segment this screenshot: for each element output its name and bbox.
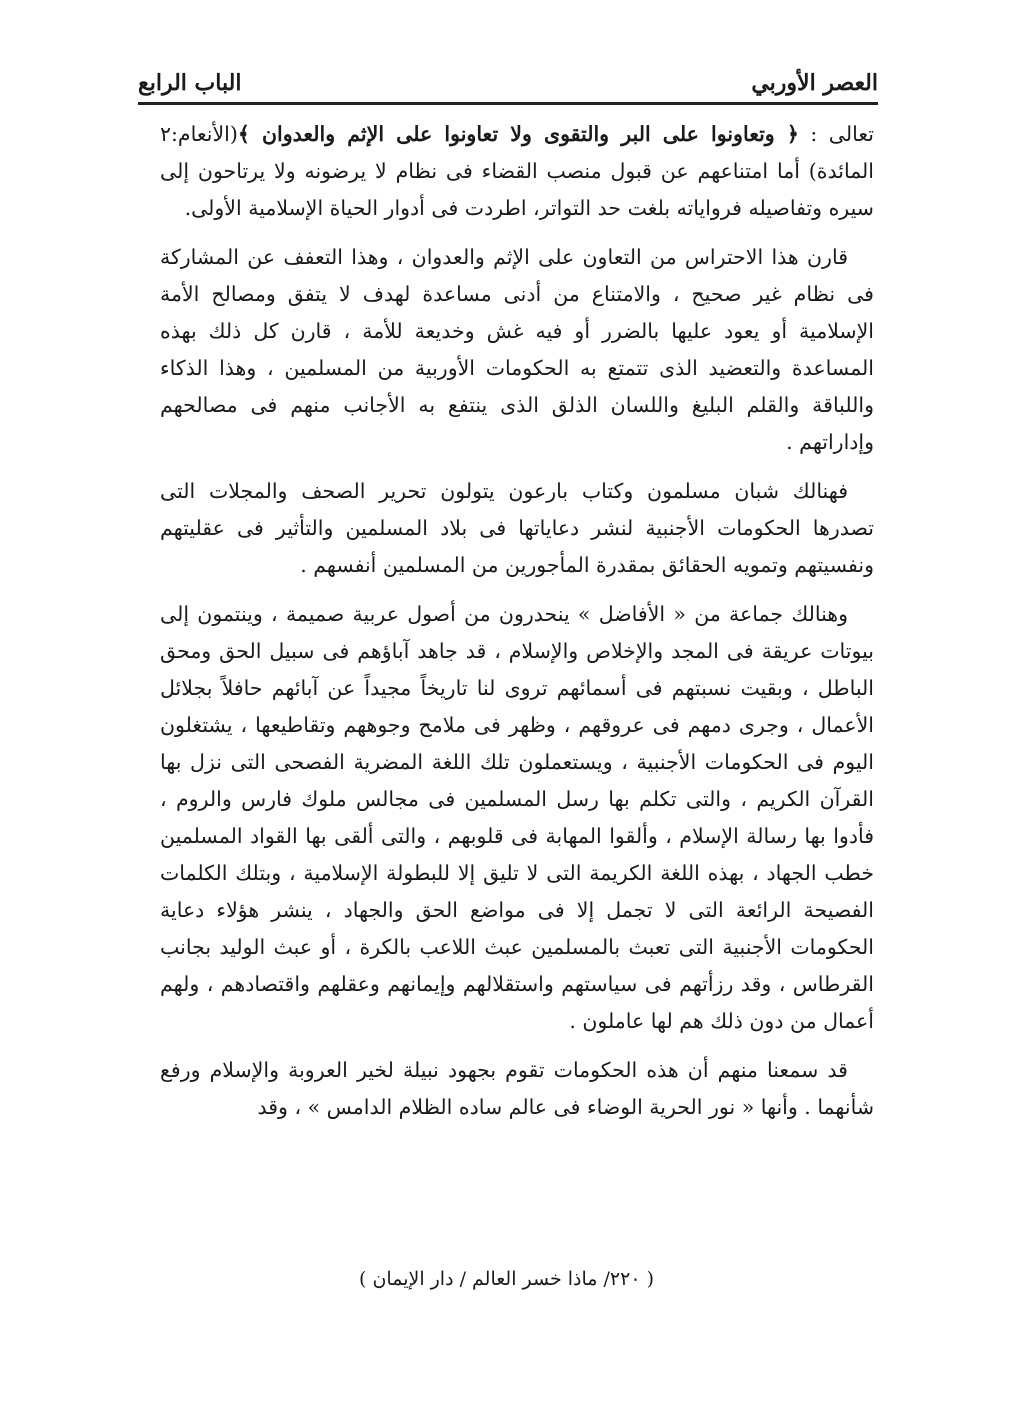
paragraph-5: قد سمعنا منهم أن هذه الحكومات تقوم بجهود نبيلة لخير العروبة والإسلام ورفع شأنهما . وأنها « نور الحرية الوضاء فى عالم ساده الظلام الدامس » ، وقد <box>160 1058 874 1119</box>
header-chapter: الباب الرابع <box>138 70 242 96</box>
paragraph-1-intro: تعالى : <box>798 122 874 146</box>
paragraph-3: فهنالك شبان مسلمون وكتاب بارعون يتولون تحرير الصحف والمجلات التى تصدرها الحكومات الأجنبية لنشر دعاياتها فى بلاد المسلمين والتأثير فى عقليتهم ونفسيتهم وتمويه الحقائق بمقدرة المأجورين من المسلمين أنفسهم . <box>160 479 874 577</box>
page-body <box>160 116 874 1138</box>
paragraph-1 <box>160 116 874 227</box>
page-footer: ( ٢٢٠/ ماذا خسر العالم / دار الإيمان ) <box>359 1268 654 1290</box>
header-book-section: العصر الأوربي <box>751 70 878 96</box>
quran-verse: ﴿ وتعاونوا على البر والتقوى ولا تعاونوا على الإثم والعدوان ﴾ <box>237 122 799 146</box>
paragraph-1-rest: (الأنعام:٢ المائدة) أما امتناعهم عن قبول منصب القضاء فى نظام لا يرضونه ولا يرتاحون إلى سيره وتفاصيله فرواياته بلغت حد التواتر، اطردت فى أدوار الحياة الإسلامية الأولى. <box>160 122 874 220</box>
running-header <box>138 62 878 96</box>
paragraph-4: وهنالك جماعة من « الأفاضل » ينحدرون من أصول عربية صميمة ، وينتمون إلى بيوتات عريقة فى المجد والإخلاص والإسلام ، قد جاهد آباؤهم فى سبيل الحق ومحق الباطل ، وبقيت نسبتهم فى أسمائهم تروى لنا تاريخاً مجيداً عن آبائهم حافلاً بجلائل الأعمال ، وجرى دمهم فى عروقهم ، وظهر فى ملامح وجوههم وتقاطيعها ، يشتغلون اليوم فى الحكومات الأجنبية ، ويستعملون تلك اللغة المضرية الفصحى التى نزل بها القرآن الكريم ، والتى تكلم بها رسل المسلمين فى مجالس ملوك فارس والروم ، فأدوا بها رسالة الإسلام ، وألقوا المهابة فى قلوبهم ، والتى ألقى بها القواد المسلمين خطب الجهاد ، بهذه اللغة الكريمة التى لا تليق إلا للبطولة الإسلامية ، وبتلك الكلمات الفصيحة الرائعة التى لا تجمل إلا فى مواضع الحق والجهاد ، ينشر هؤلاء دعاية الحكومات الأجنبية التى تعبث بالمسلمين عبث اللاعب بالكرة ، أو عبث الوليد بجانب القرطاس ، وقد رزأتهم فى سياستهم واستقلالهم وإيمانهم وعقلهم واقتصادهم ، ولهم أعمال من دون ذلك هم لها عاملون . <box>160 602 874 1033</box>
header-divider <box>138 102 878 105</box>
paragraph-2: قارن هذا الاحتراس من التعاون على الإثم والعدوان ، وهذا التعفف عن المشاركة فى نظام غير صحيح ، والامتناع من أدنى مساعدة لهدف لا يتفق ومصالح الأمة الإسلامية أو يعود عليها بالضرر أو فيه غش وخديعة للأمة ، قارن كل ذلك بهذه المساعدة والتعضيد الذى تتمتع به الحكومات الأوربية من المسلمين ، وهذا الذكاء واللباقة والقلم البليغ واللسان الذلق الذى ينتفع به الأجانب منهم فى مصالحهم وإداراتهم . <box>160 245 874 454</box>
